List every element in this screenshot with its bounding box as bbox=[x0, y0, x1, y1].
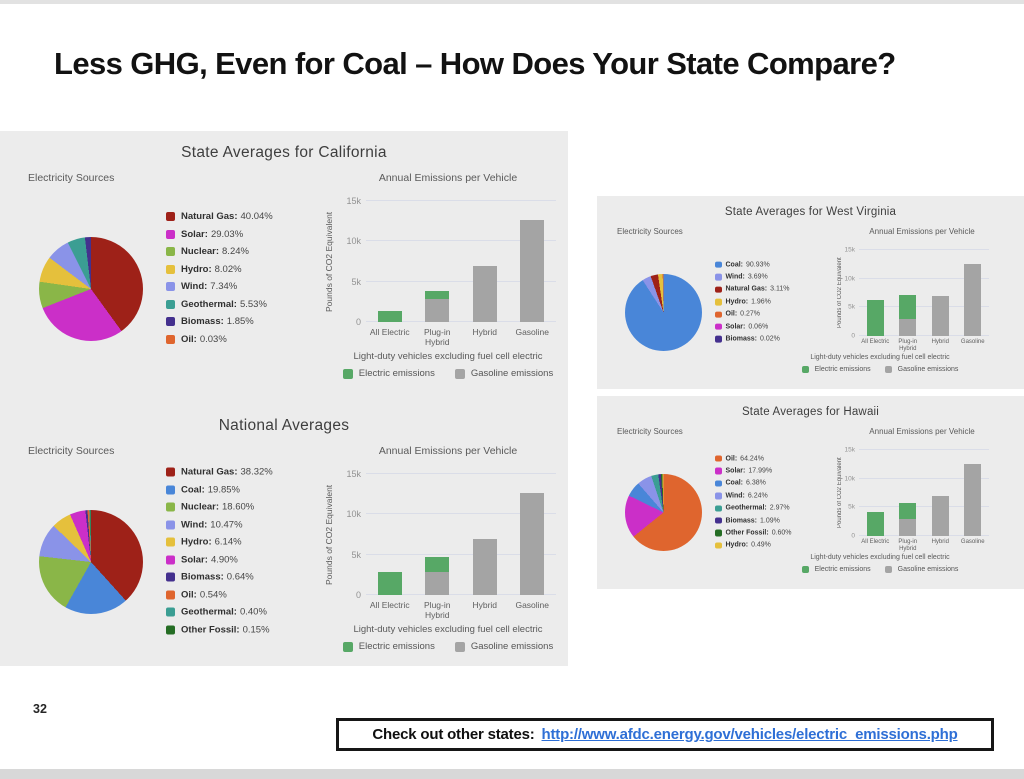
page-number: 32 bbox=[33, 702, 47, 716]
pie-legend-item-geothermal bbox=[166, 604, 273, 622]
bar-group bbox=[859, 450, 989, 536]
legend-value: 90.93% bbox=[746, 261, 770, 269]
pie-legend-item-nuclear bbox=[166, 499, 273, 517]
bar-gasoline bbox=[964, 250, 981, 336]
legend-label: Biomass: bbox=[725, 335, 758, 343]
pie-chart-title: Electricity Sources bbox=[28, 172, 115, 184]
legend-swatch bbox=[715, 274, 722, 281]
pie-legend-item-solar bbox=[715, 321, 789, 333]
legend-label: Other Fossil: bbox=[725, 529, 769, 537]
legend-label: Oil: bbox=[181, 333, 197, 345]
legend-label: Geothermal: bbox=[181, 606, 237, 618]
legend-value: 1.09% bbox=[760, 517, 780, 525]
bar-legend-item-electric-emissions bbox=[802, 566, 871, 573]
legend-label: Electric emissions bbox=[814, 566, 871, 573]
x-tick-gasoline: Gasoline bbox=[515, 327, 550, 337]
legend-value: 1.96% bbox=[751, 298, 771, 306]
pie-legend-item-coal bbox=[166, 481, 273, 499]
x-tick-all-electric: All Electric bbox=[861, 339, 890, 345]
legend-label: Solar: bbox=[181, 228, 208, 240]
legend-swatch bbox=[166, 555, 175, 564]
legend-swatch bbox=[166, 282, 175, 291]
legend-swatch bbox=[455, 642, 465, 652]
bar-legend-item-gasoline-emissions bbox=[455, 368, 553, 379]
legend-value: 3.69% bbox=[747, 273, 768, 281]
bar-gasoline bbox=[964, 450, 981, 536]
panel-title: State Averages for California bbox=[181, 144, 387, 161]
legend-swatch bbox=[715, 530, 722, 537]
y-axis-tick: 0 bbox=[355, 317, 361, 327]
emissions-bar-chart bbox=[844, 246, 989, 340]
bar-legend-item-electric-emissions bbox=[802, 366, 871, 373]
legend-swatch bbox=[715, 493, 722, 500]
legend-value: 19.85% bbox=[207, 484, 240, 496]
pie-chart-title: Electricity Sources bbox=[617, 227, 683, 236]
bar-legend-item-electric-emissions bbox=[343, 368, 435, 379]
legend-label: Oil: bbox=[725, 455, 738, 463]
bar-segment-electric-emissions bbox=[867, 512, 884, 536]
legend-swatch bbox=[343, 369, 353, 379]
bar-segment-electric-emissions bbox=[899, 503, 916, 520]
legend-swatch bbox=[885, 566, 892, 573]
legend-value: 0.64% bbox=[226, 571, 254, 583]
legend-value: 0.27% bbox=[740, 310, 761, 318]
x-tick-all-electric: All Electric bbox=[369, 600, 410, 610]
legend-swatch bbox=[715, 286, 722, 293]
legend-label: Gasoline emissions bbox=[897, 366, 959, 373]
top-edge-strip bbox=[0, 0, 1024, 4]
bar-legend-item-gasoline-emissions bbox=[455, 641, 553, 652]
legend-swatch bbox=[455, 369, 465, 379]
y-axis-tick: 5k bbox=[351, 549, 361, 560]
pie-legend-item-hydro bbox=[715, 296, 789, 308]
pie-legend-item-geothermal bbox=[715, 502, 792, 514]
pie-legend-item-other-fossil bbox=[715, 527, 792, 539]
bar-segment-gasoline-emissions bbox=[520, 220, 544, 322]
legend-label: Natural Gas: bbox=[725, 286, 768, 294]
pie-legend-item-solar bbox=[166, 551, 273, 569]
pie-legend-item-hydro bbox=[715, 539, 792, 551]
bar-plug-in-hybrid bbox=[899, 450, 916, 536]
panel-california bbox=[0, 131, 568, 404]
bar-plug-in-hybrid bbox=[899, 250, 916, 336]
panel-title: State Averages for West Virginia bbox=[724, 206, 897, 218]
pie-legend-item-oil bbox=[166, 586, 273, 604]
bar-segment-gasoline-emissions bbox=[473, 266, 497, 322]
pie-legend-item-nuclear bbox=[166, 243, 273, 261]
legend-label: Hydro: bbox=[725, 541, 749, 549]
legend-value: 5.53% bbox=[239, 298, 267, 310]
bottom-edge-strip bbox=[0, 769, 1024, 779]
legend-label: Nuclear: bbox=[181, 246, 220, 258]
bar-segment-gasoline-emissions bbox=[425, 299, 449, 322]
legend-label: Coal: bbox=[725, 479, 743, 487]
x-tick-plug-in-hybrid: Plug-in Hybrid bbox=[898, 539, 918, 553]
bar-legend-item-electric-emissions bbox=[343, 641, 435, 652]
panel-national bbox=[0, 404, 568, 666]
electricity-sources-pie-chart bbox=[39, 237, 143, 341]
bar-segment-electric-emissions bbox=[867, 300, 884, 336]
legend-value: 10.47% bbox=[210, 519, 243, 531]
legend-swatch bbox=[885, 366, 892, 373]
bar-chart-title: Annual Emissions per Vehicle bbox=[869, 227, 975, 236]
bar-chart-legend bbox=[330, 641, 566, 652]
legend-label: Gasoline emissions bbox=[897, 566, 959, 573]
legend-swatch bbox=[166, 230, 175, 239]
legend-swatch bbox=[166, 573, 175, 582]
x-tick-hybrid: Hybrid bbox=[472, 327, 498, 337]
emissions-bar-chart bbox=[844, 446, 989, 540]
legend-value: 29.03% bbox=[210, 228, 244, 240]
bar-chart-title: Annual Emissions per Vehicle bbox=[378, 445, 518, 457]
legend-swatch bbox=[166, 335, 175, 344]
legend-label: Solar: bbox=[181, 554, 208, 566]
pie-legend-item-wind bbox=[715, 490, 792, 502]
legend-value: 38.32% bbox=[240, 466, 273, 478]
footer-link[interactable]: http://www.afdc.energy.gov/vehicles/electric_emissions.php bbox=[541, 726, 958, 743]
bar-group bbox=[859, 250, 989, 336]
legend-label: Solar: bbox=[725, 467, 746, 475]
legend-swatch bbox=[802, 566, 809, 573]
bar-legend-item-gasoline-emissions bbox=[885, 366, 959, 373]
pie-legend-item-oil bbox=[715, 308, 789, 320]
bar-group bbox=[366, 201, 556, 322]
x-axis-caption: Light-duty vehicles excluding fuel cell electric bbox=[353, 351, 543, 362]
pie-legend-item-natural-gas bbox=[166, 464, 273, 482]
x-axis-caption: Light-duty vehicles excluding fuel cell electric bbox=[353, 624, 543, 635]
pie-chart-title: Electricity Sources bbox=[28, 445, 115, 457]
legend-label: Electric emissions bbox=[358, 368, 435, 379]
bar-segment-gasoline-emissions bbox=[899, 519, 916, 536]
y-axis-tick: 15k bbox=[844, 446, 855, 454]
legend-label: Geothermal: bbox=[181, 298, 237, 310]
legend-label: Nuclear: bbox=[181, 501, 220, 513]
electricity-sources-pie-chart bbox=[625, 274, 702, 351]
legend-label: Solar: bbox=[725, 323, 746, 331]
legend-label: Natural Gas: bbox=[181, 211, 238, 223]
legend-swatch bbox=[166, 300, 175, 309]
pie-legend-item-solar bbox=[166, 226, 273, 244]
bar-all-electric bbox=[378, 201, 402, 322]
pie-legend-item-natural-gas bbox=[166, 208, 273, 226]
legend-value: 17.99% bbox=[748, 467, 773, 475]
bar-hybrid bbox=[932, 250, 949, 336]
pie-legend-item-biomass bbox=[166, 313, 273, 331]
legend-value: 0.60% bbox=[771, 529, 792, 537]
bar-segment-electric-emissions bbox=[425, 557, 449, 572]
bar-hybrid bbox=[473, 474, 497, 595]
bar-segment-gasoline-emissions bbox=[425, 572, 449, 595]
y-axis-tick: 5k bbox=[351, 276, 361, 287]
emissions-bar-chart bbox=[346, 196, 556, 327]
pie-legend-item-wind bbox=[166, 516, 273, 534]
panel-hawaii bbox=[597, 396, 1024, 589]
y-axis-tick: 15k bbox=[844, 246, 855, 254]
pie-legend-item-hydro bbox=[166, 261, 273, 279]
legend-label: Oil: bbox=[181, 589, 197, 601]
legend-label: Other Fossil: bbox=[181, 624, 240, 636]
pie-chart-title: Electricity Sources bbox=[617, 427, 683, 436]
legend-swatch bbox=[715, 336, 722, 343]
legend-value: 0.02% bbox=[760, 335, 780, 343]
bar-segment-electric-emissions bbox=[899, 295, 916, 319]
legend-label: Oil: bbox=[725, 310, 738, 318]
legend-swatch bbox=[166, 625, 175, 634]
x-tick-gasoline: Gasoline bbox=[515, 600, 550, 610]
legend-swatch bbox=[166, 590, 175, 599]
legend-value: 0.54% bbox=[199, 589, 227, 601]
pie-legend-item-natural-gas bbox=[715, 283, 789, 295]
y-axis-tick: 5k bbox=[848, 303, 855, 311]
pie-legend bbox=[166, 464, 273, 639]
electricity-sources-pie-chart bbox=[39, 510, 143, 614]
legend-label: Gasoline emissions bbox=[470, 641, 554, 652]
pie-legend-item-wind bbox=[166, 278, 273, 296]
bar-all-electric bbox=[867, 250, 884, 336]
legend-label: Wind: bbox=[725, 492, 745, 500]
bar-chart-title: Annual Emissions per Vehicle bbox=[869, 427, 975, 436]
legend-swatch bbox=[166, 520, 175, 529]
pie-legend-item-other-fossil bbox=[166, 621, 273, 639]
legend-value: 18.60% bbox=[222, 501, 255, 513]
legend-value: 40.04% bbox=[240, 211, 273, 223]
legend-label: Natural Gas: bbox=[181, 466, 238, 478]
bar-chart-legend bbox=[780, 566, 980, 573]
y-axis-tick: 0 bbox=[851, 332, 855, 340]
y-axis-tick: 0 bbox=[355, 590, 361, 600]
hawaii-panel bbox=[597, 396, 1024, 589]
x-axis-labels bbox=[366, 600, 556, 620]
x-tick-all-electric: All Electric bbox=[861, 539, 890, 545]
y-axis-label: Pounds of CO2 Equivalent bbox=[324, 211, 334, 312]
bar-segment-gasoline-emissions bbox=[520, 493, 544, 595]
slide-title: Less GHG, Even for Coal – How Does Your State Compare? bbox=[54, 46, 896, 81]
y-axis-tick: 5k bbox=[848, 503, 855, 511]
x-axis-labels bbox=[859, 339, 989, 353]
legend-swatch bbox=[715, 324, 722, 331]
y-axis-tick: 0 bbox=[851, 532, 855, 540]
legend-value: 64.24% bbox=[740, 455, 764, 463]
bar-hybrid bbox=[473, 201, 497, 322]
bar-plug-in-hybrid bbox=[425, 474, 449, 595]
legend-value: 0.49% bbox=[751, 541, 771, 549]
pie-legend-item-coal bbox=[715, 259, 789, 271]
legend-swatch bbox=[166, 503, 175, 512]
bar-chart-title: Annual Emissions per Vehicle bbox=[378, 172, 518, 184]
bar-all-electric bbox=[378, 474, 402, 595]
pie-legend-item-geothermal bbox=[166, 296, 273, 314]
legend-swatch bbox=[802, 366, 809, 373]
legend-swatch bbox=[166, 468, 175, 477]
bar-gasoline bbox=[520, 474, 544, 595]
legend-value: 6.14% bbox=[214, 536, 242, 548]
y-axis-label: Pounds of CO2 Equivalent bbox=[324, 484, 334, 585]
y-axis-tick: 10k bbox=[844, 275, 855, 283]
x-tick-plug-in-hybrid: Plug-in Hybrid bbox=[898, 339, 918, 353]
x-tick-hybrid: Hybrid bbox=[931, 339, 949, 345]
bar-segment-gasoline-emissions bbox=[964, 464, 981, 536]
legend-swatch bbox=[166, 485, 175, 494]
x-tick-plug-in-hybrid: Plug-in Hybrid bbox=[424, 327, 451, 348]
x-axis-caption: Light-duty vehicles excluding fuel cell electric bbox=[810, 354, 950, 361]
legend-swatch bbox=[166, 317, 175, 326]
legend-swatch bbox=[166, 538, 175, 547]
y-axis-tick: 10k bbox=[844, 475, 855, 483]
footer-label: Check out other states: bbox=[372, 726, 535, 743]
legend-swatch bbox=[166, 265, 175, 274]
y-axis-tick: 10k bbox=[346, 236, 361, 247]
legend-swatch bbox=[166, 247, 175, 256]
legend-value: 8.02% bbox=[214, 263, 242, 275]
legend-swatch bbox=[715, 262, 722, 269]
bar-segment-electric-emissions bbox=[425, 291, 449, 299]
pie-legend-item-oil bbox=[166, 331, 273, 349]
legend-value: 3.11% bbox=[770, 286, 790, 294]
legend-label: Wind: bbox=[181, 281, 208, 293]
legend-swatch bbox=[715, 468, 722, 475]
legend-swatch bbox=[715, 505, 722, 512]
pie-legend-item-biomass bbox=[715, 333, 789, 345]
bar-segment-electric-emissions bbox=[378, 572, 402, 595]
x-axis-labels bbox=[859, 539, 989, 553]
pie-legend-item-coal bbox=[715, 477, 792, 489]
legend-value: 0.06% bbox=[748, 323, 769, 331]
legend-value: 0.15% bbox=[242, 624, 270, 636]
pie-legend-item-hydro bbox=[166, 534, 273, 552]
legend-label: Biomass: bbox=[181, 571, 224, 583]
legend-value: 4.90% bbox=[210, 554, 238, 566]
pie-legend bbox=[715, 259, 789, 346]
pie-legend-item-solar bbox=[715, 465, 792, 477]
footer-callout bbox=[336, 718, 994, 751]
legend-label: Hydro: bbox=[725, 298, 749, 306]
bar-plug-in-hybrid bbox=[425, 201, 449, 322]
y-axis-tick: 15k bbox=[346, 469, 361, 479]
legend-value: 2.97% bbox=[769, 504, 790, 512]
legend-swatch bbox=[166, 608, 175, 617]
x-tick-plug-in-hybrid: Plug-in Hybrid bbox=[424, 600, 451, 621]
legend-swatch bbox=[715, 311, 722, 318]
legend-value: 6.38% bbox=[746, 479, 766, 487]
legend-label: Coal: bbox=[725, 261, 743, 269]
bar-segment-electric-emissions bbox=[378, 311, 402, 322]
legend-value: 0.40% bbox=[239, 606, 267, 618]
west-virginia-panel bbox=[597, 196, 1024, 389]
legend-swatch bbox=[715, 455, 722, 462]
legend-swatch bbox=[715, 517, 722, 524]
legend-value: 6.24% bbox=[747, 492, 768, 500]
pie-legend bbox=[166, 208, 273, 348]
bar-segment-gasoline-emissions bbox=[964, 264, 981, 336]
legend-label: Geothermal: bbox=[725, 504, 767, 512]
bar-gasoline bbox=[520, 201, 544, 322]
electricity-sources-pie-chart bbox=[625, 474, 702, 551]
x-tick-hybrid: Hybrid bbox=[472, 600, 498, 610]
bar-segment-gasoline-emissions bbox=[899, 319, 916, 336]
bar-segment-gasoline-emissions bbox=[932, 296, 949, 336]
legend-value: 7.34% bbox=[210, 281, 238, 293]
emissions-bar-chart bbox=[346, 469, 556, 600]
bar-segment-gasoline-emissions bbox=[932, 496, 949, 536]
bar-all-electric bbox=[867, 450, 884, 536]
bar-legend-item-gasoline-emissions bbox=[885, 566, 959, 573]
panel-title: State Averages for Hawaii bbox=[741, 406, 880, 418]
panel-west-virginia bbox=[597, 196, 1024, 389]
legend-label: Hydro: bbox=[181, 536, 212, 548]
legend-label: Electric emissions bbox=[814, 366, 871, 373]
legend-label: Biomass: bbox=[725, 517, 758, 525]
legend-swatch bbox=[715, 542, 722, 549]
legend-label: Gasoline emissions bbox=[470, 368, 554, 379]
pie-legend-item-biomass bbox=[715, 514, 792, 526]
pie-legend bbox=[715, 452, 792, 551]
legend-label: Wind: bbox=[725, 273, 745, 281]
legend-swatch bbox=[715, 299, 722, 306]
y-axis-label: Pounds of CO2 Equivalent bbox=[837, 257, 843, 329]
legend-value: 1.85% bbox=[226, 316, 254, 328]
legend-label: Coal: bbox=[181, 484, 205, 496]
panel-title: National Averages bbox=[218, 417, 350, 434]
x-axis-labels bbox=[366, 327, 556, 347]
y-axis-tick: 10k bbox=[346, 509, 361, 520]
bar-chart-legend bbox=[330, 368, 566, 379]
y-axis-label: Pounds of CO2 Equivalent bbox=[837, 457, 843, 529]
x-axis-caption: Light-duty vehicles excluding fuel cell electric bbox=[810, 554, 950, 561]
pie-legend-item-biomass bbox=[166, 569, 273, 587]
x-tick-gasoline: Gasoline bbox=[960, 339, 985, 345]
legend-value: 0.03% bbox=[199, 333, 227, 345]
bar-group bbox=[366, 474, 556, 595]
x-tick-hybrid: Hybrid bbox=[931, 539, 949, 545]
legend-swatch bbox=[343, 642, 353, 652]
y-axis-tick: 15k bbox=[346, 196, 361, 206]
legend-swatch bbox=[166, 212, 175, 221]
bar-segment-gasoline-emissions bbox=[473, 539, 497, 595]
legend-value: 8.24% bbox=[222, 246, 249, 258]
x-tick-all-electric: All Electric bbox=[369, 327, 410, 337]
legend-label: Electric emissions bbox=[358, 641, 435, 652]
pie-legend-item-wind bbox=[715, 271, 789, 283]
bar-chart-legend bbox=[780, 366, 980, 373]
bar-hybrid bbox=[932, 450, 949, 536]
legend-label: Hydro: bbox=[181, 263, 212, 275]
legend-label: Wind: bbox=[181, 519, 208, 531]
x-tick-gasoline: Gasoline bbox=[960, 539, 985, 545]
left-charts-panel bbox=[0, 131, 568, 666]
legend-swatch bbox=[715, 480, 722, 487]
legend-label: Biomass: bbox=[181, 316, 224, 328]
pie-legend-item-oil bbox=[715, 452, 792, 464]
